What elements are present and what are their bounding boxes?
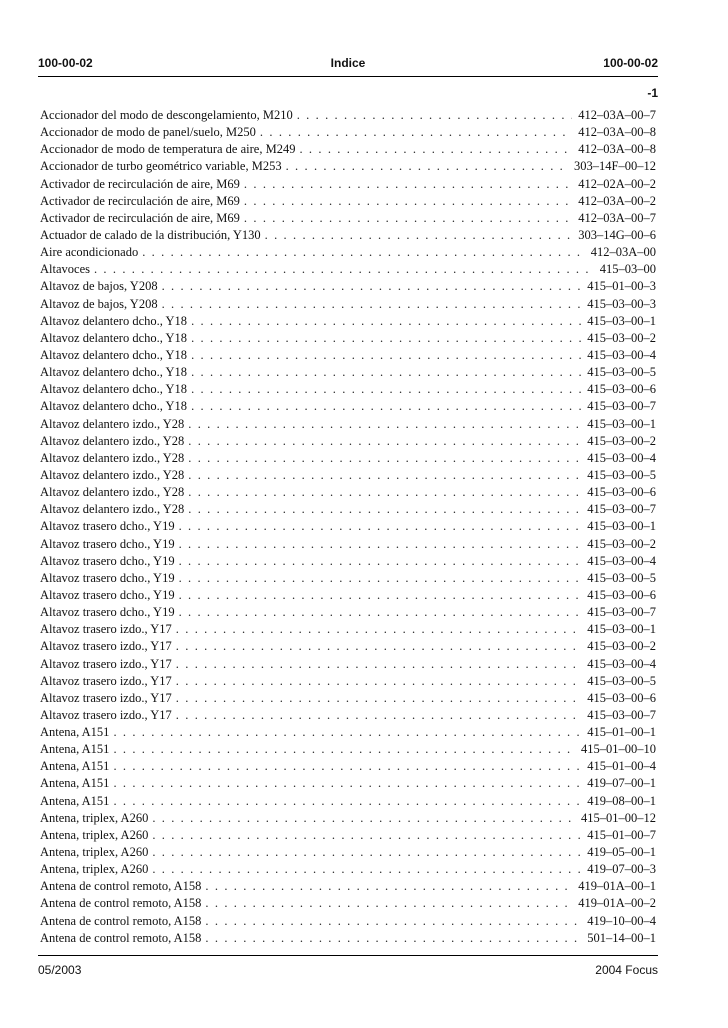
page-footer	[38, 963, 658, 981]
entry-title: Altavoz trasero dcho., Y19	[40, 536, 175, 551]
index-entry	[40, 553, 656, 570]
header-title: Indice	[330, 56, 366, 70]
dot-leader	[205, 930, 581, 947]
entry-page-ref: 415–01–00–3	[587, 279, 656, 294]
dot-leader	[191, 398, 581, 415]
entry-page-ref: 415–03–00–4	[587, 553, 656, 568]
index-entry	[40, 484, 656, 501]
entry-page-ref: 415–03–00–1	[587, 519, 656, 534]
entry-title: Antena, triplex, A260	[40, 862, 149, 877]
entry-page-ref: 412–02A–00–2	[578, 176, 656, 191]
entry-title: Antena, A151	[40, 759, 110, 774]
dot-leader	[113, 775, 581, 792]
entry-page-ref: 303–14G–00–6	[578, 227, 656, 242]
dot-leader	[162, 278, 582, 295]
dot-leader	[299, 141, 572, 158]
index-entry	[40, 227, 656, 244]
entry-title: Accionador de modo de temperatura de aire, M249	[40, 142, 296, 157]
entry-page-ref: 415–03–00–4	[587, 347, 656, 362]
dot-leader	[152, 861, 581, 878]
entry-title: Antena de control remoto, A158	[40, 930, 202, 945]
header-rule	[38, 76, 658, 77]
index-entry	[40, 364, 656, 381]
index-entry	[40, 724, 656, 741]
dot-leader	[244, 193, 572, 210]
dot-leader	[265, 227, 573, 244]
entry-title: Altavoz delantero dcho., Y18	[40, 347, 188, 362]
dot-leader	[179, 570, 582, 587]
index-entry	[40, 827, 656, 844]
entry-page-ref: 412–03A–00–8	[578, 142, 656, 157]
entry-page-ref: 415–03–00–6	[587, 485, 656, 500]
entry-title: Altavoz trasero dcho., Y19	[40, 605, 175, 620]
entry-page-ref: 419–10–00–4	[587, 913, 656, 928]
dot-leader	[260, 124, 572, 141]
dot-leader	[113, 724, 581, 741]
entry-title: Altavoz de bajos, Y208	[40, 296, 158, 311]
dot-leader	[191, 381, 581, 398]
entry-page-ref: 415–03–00–4	[587, 450, 656, 465]
entry-title: Activador de recirculación de aire, M69	[40, 193, 240, 208]
dot-leader	[113, 758, 581, 775]
index-entry	[40, 656, 656, 673]
entry-page-ref: 419–08–00–1	[587, 793, 656, 808]
dot-leader	[188, 484, 581, 501]
entry-page-ref: 415–03–00–1	[587, 313, 656, 328]
entry-page-ref: 419–01A–00–1	[578, 879, 656, 894]
entry-title: Altavoz trasero izdo., Y17	[40, 656, 172, 671]
entry-page-ref: 415–01–00–12	[581, 810, 656, 825]
index-entry	[40, 158, 656, 175]
index-entry	[40, 467, 656, 484]
entry-title: Altavoz trasero izdo., Y17	[40, 673, 172, 688]
entry-page-ref: 415–03–00–7	[587, 399, 656, 414]
footer-date: 05/2003	[38, 963, 82, 977]
entry-title: Altavoz delantero izdo., Y28	[40, 416, 185, 431]
entry-title: Antena de control remoto, A158	[40, 879, 202, 894]
dot-leader	[152, 844, 581, 861]
index-entry	[40, 638, 656, 655]
entry-page-ref: 415–03–00	[599, 262, 656, 277]
entry-page-ref: 419–01A–00–2	[578, 896, 656, 911]
page-number: -1	[647, 86, 658, 100]
dot-leader	[176, 656, 581, 673]
entry-page-ref: 415–03–00–1	[587, 622, 656, 637]
entry-title: Altavoz trasero izdo., Y17	[40, 639, 172, 654]
dot-leader	[94, 261, 594, 278]
entry-page-ref: 415–03–00–6	[587, 587, 656, 602]
entry-title: Antena, triplex, A260	[40, 810, 149, 825]
index-entry	[40, 810, 656, 827]
dot-leader	[176, 673, 581, 690]
entry-title: Altavoz trasero izdo., Y17	[40, 622, 172, 637]
entry-page-ref: 419–07–00–3	[587, 862, 656, 877]
index-entry	[40, 621, 656, 638]
page-header	[38, 56, 658, 74]
entry-page-ref: 415–03–00–6	[587, 690, 656, 705]
entry-title: Altavoz delantero dcho., Y18	[40, 330, 188, 345]
entry-page-ref: 415–03–00–3	[587, 296, 656, 311]
index-entry	[40, 141, 656, 158]
index-list	[40, 107, 656, 947]
entry-title: Altavoz trasero dcho., Y19	[40, 587, 175, 602]
entry-page-ref: 415–03–00–2	[587, 639, 656, 654]
entry-title: Activador de recirculación de aire, M69	[40, 176, 240, 191]
dot-leader	[176, 638, 581, 655]
entry-page-ref: 415–03–00–5	[587, 570, 656, 585]
entry-page-ref: 415–03–00–2	[587, 536, 656, 551]
entry-title: Antena de control remoto, A158	[40, 913, 202, 928]
entry-title: Antena, A151	[40, 742, 110, 757]
index-entry	[40, 878, 656, 895]
index-entry	[40, 758, 656, 775]
entry-page-ref: 415–03–00–7	[587, 707, 656, 722]
index-entry	[40, 244, 656, 261]
dot-leader	[188, 467, 581, 484]
footer-model: 2004 Focus	[595, 963, 658, 977]
dot-leader	[152, 827, 581, 844]
index-entry	[40, 501, 656, 518]
entry-title: Accionador del modo de descongelamiento, M210	[40, 108, 293, 122]
index-entry	[40, 398, 656, 415]
dot-leader	[191, 347, 581, 364]
entry-title: Antena, triplex, A260	[40, 827, 149, 842]
index-entry	[40, 107, 656, 124]
index-entry	[40, 741, 656, 758]
entry-title: Altavoz trasero izdo., Y17	[40, 707, 172, 722]
index-entry	[40, 673, 656, 690]
index-entry	[40, 604, 656, 621]
footer-rule	[38, 955, 658, 956]
entry-title: Altavoz delantero dcho., Y18	[40, 399, 188, 414]
index-entry	[40, 570, 656, 587]
dot-leader	[113, 741, 575, 758]
entry-title: Activador de recirculación de aire, M69	[40, 210, 240, 225]
dot-leader	[191, 330, 581, 347]
dot-leader	[142, 244, 584, 261]
entry-title: Altavoz trasero izdo., Y17	[40, 690, 172, 705]
dot-leader	[191, 313, 581, 330]
entry-page-ref: 415–03–00–6	[587, 382, 656, 397]
entry-title: Altavoz de bajos, Y208	[40, 279, 158, 294]
index-entry	[40, 587, 656, 604]
index-entry	[40, 347, 656, 364]
entry-page-ref: 415–03–00–2	[587, 330, 656, 345]
entry-title: Antena, triplex, A260	[40, 845, 149, 860]
dot-leader	[244, 210, 572, 227]
dot-leader	[179, 587, 582, 604]
entry-title: Altavoz delantero dcho., Y18	[40, 382, 188, 397]
entry-page-ref: 415–01–00–7	[587, 827, 656, 842]
index-entry	[40, 313, 656, 330]
dot-leader	[179, 604, 582, 621]
index-entry	[40, 210, 656, 227]
entry-page-ref: 415–03–00–5	[587, 673, 656, 688]
entry-title: Altavoz trasero dcho., Y19	[40, 553, 175, 568]
entry-title: Antena, A151	[40, 725, 110, 740]
entry-title: Altavoz delantero izdo., Y28	[40, 467, 185, 482]
index-entry	[40, 861, 656, 878]
entry-page-ref: 415–03–00–7	[587, 502, 656, 517]
entry-page-ref: 415–01–00–1	[587, 725, 656, 740]
entry-title: Antena, A151	[40, 776, 110, 791]
index-entry	[40, 261, 656, 278]
dot-leader	[297, 107, 573, 124]
entry-title: Altavoz trasero dcho., Y19	[40, 570, 175, 585]
dot-leader	[179, 518, 582, 535]
entry-page-ref: 412–03A–00–8	[578, 125, 656, 140]
dot-leader	[176, 690, 581, 707]
entry-title: Altavoz delantero izdo., Y28	[40, 450, 185, 465]
entry-page-ref: 415–01–00–4	[587, 759, 656, 774]
index-entry	[40, 775, 656, 792]
entry-title: Aire acondicionado	[40, 245, 139, 260]
dot-leader	[205, 878, 572, 895]
entry-page-ref: 419–05–00–1	[587, 845, 656, 860]
index-entry	[40, 124, 656, 141]
entry-page-ref: 415–03–00–1	[587, 416, 656, 431]
entry-title: Actuador de calado de la distribución, Y130	[40, 227, 261, 242]
entry-page-ref: 415–03–00–5	[587, 467, 656, 482]
index-entry	[40, 193, 656, 210]
dot-leader	[179, 553, 582, 570]
entry-title: Altavoz delantero izdo., Y28	[40, 502, 185, 517]
header-section-right: 100-00-02	[603, 56, 658, 70]
dot-leader	[188, 450, 581, 467]
index-entry	[40, 450, 656, 467]
entry-title: Accionador de modo de panel/suelo, M250	[40, 125, 256, 140]
entry-page-ref: 412–03A–00	[590, 245, 656, 260]
dot-leader	[188, 433, 581, 450]
entry-title: Antena, A151	[40, 793, 110, 808]
dot-leader	[176, 621, 581, 638]
index-entry	[40, 707, 656, 724]
dot-leader	[188, 416, 581, 433]
index-entry	[40, 433, 656, 450]
entry-page-ref: 501–14–00–1	[587, 930, 656, 945]
index-entry	[40, 416, 656, 433]
index-entry	[40, 793, 656, 810]
dot-leader	[179, 536, 582, 553]
dot-leader	[188, 501, 581, 518]
dot-leader	[162, 296, 582, 313]
entry-title: Altavoces	[40, 262, 90, 277]
index-entry	[40, 381, 656, 398]
index-entry	[40, 895, 656, 912]
dot-leader	[113, 793, 581, 810]
index-entry	[40, 296, 656, 313]
dot-leader	[244, 176, 572, 193]
index-entry	[40, 278, 656, 295]
entry-page-ref: 412–03A–00–2	[578, 193, 656, 208]
dot-leader	[286, 158, 568, 175]
index-entry	[40, 536, 656, 553]
entry-page-ref: 415–03–00–7	[587, 605, 656, 620]
entry-title: Altavoz delantero izdo., Y28	[40, 433, 185, 448]
dot-leader	[176, 707, 581, 724]
entry-title: Altavoz delantero dcho., Y18	[40, 365, 188, 380]
dot-leader	[205, 895, 572, 912]
entry-page-ref: 415–01–00–10	[581, 742, 656, 757]
header-section-left: 100-00-02	[38, 56, 93, 70]
index-entry	[40, 913, 656, 930]
entry-title: Altavoz trasero dcho., Y19	[40, 519, 175, 534]
entry-page-ref: 412–03A–00–7	[578, 108, 656, 122]
index-entry	[40, 176, 656, 193]
dot-leader	[152, 810, 575, 827]
entry-title: Altavoz delantero izdo., Y28	[40, 485, 185, 500]
entry-title: Accionador de turbo geométrico variable, M253	[40, 159, 282, 174]
index-entry	[40, 330, 656, 347]
index-entry	[40, 518, 656, 535]
entry-page-ref: 415–03–00–5	[587, 365, 656, 380]
entry-page-ref: 415–03–00–2	[587, 433, 656, 448]
entry-title: Antena de control remoto, A158	[40, 896, 202, 911]
index-entry	[40, 930, 656, 947]
index-entry	[40, 690, 656, 707]
dot-leader	[205, 913, 581, 930]
entry-title: Altavoz delantero dcho., Y18	[40, 313, 188, 328]
index-entry	[40, 844, 656, 861]
entry-page-ref: 303–14F–00–12	[574, 159, 656, 174]
entry-page-ref: 412–03A–00–7	[578, 210, 656, 225]
dot-leader	[191, 364, 581, 381]
entry-page-ref: 415–03–00–4	[587, 656, 656, 671]
entry-page-ref: 419–07–00–1	[587, 776, 656, 791]
